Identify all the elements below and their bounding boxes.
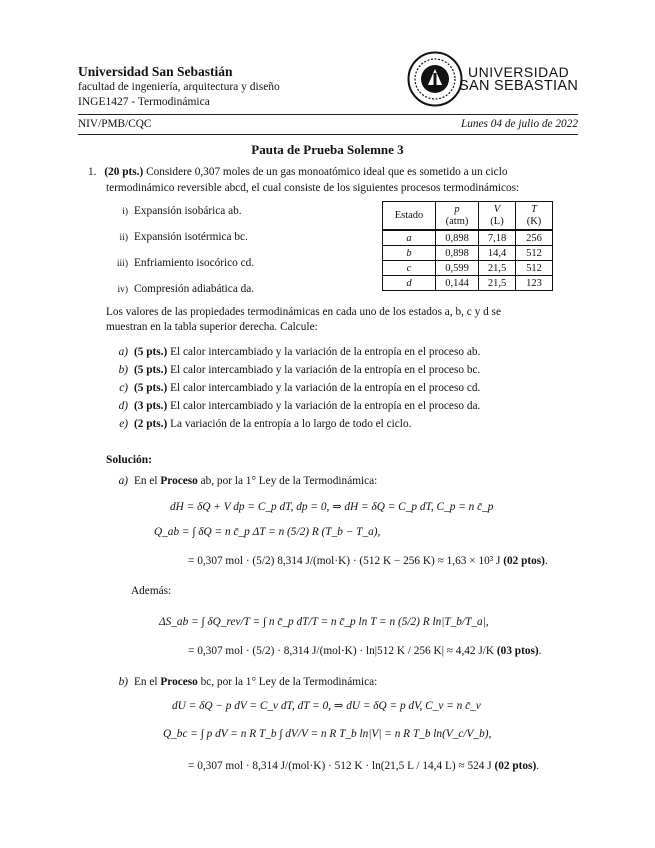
equation-b-2: Q_bc = ∫ p dV = n R T_b ∫ dV/V = n R T_b ln|V| = n R T_b ln(V_c/V_b), xyxy=(163,728,492,740)
problem-statement-1: Considere 0,307 moles de un gas monoatómico ideal que es sometido a un ciclo xyxy=(146,166,508,178)
question-points: (5 pts.) xyxy=(134,346,168,358)
intro-text: En el xyxy=(134,475,158,487)
university-logo xyxy=(407,52,579,106)
solution-b-label: b) xyxy=(118,676,128,688)
problem-points: (20 pts.) xyxy=(104,166,144,178)
table-header: T (K) xyxy=(516,202,553,231)
score-tag: (02 ptos) xyxy=(503,555,545,567)
score-tag: (02 ptos) xyxy=(494,760,537,772)
question-item xyxy=(106,346,480,358)
question-text: La variación de la entropía a lo largo de todo el ciclo. xyxy=(170,418,412,430)
table-header: Estado xyxy=(383,202,436,231)
table-cell: 7,18 xyxy=(479,230,516,246)
process-item xyxy=(106,283,254,295)
equation-text: = 0,307 mol · (5/2) 8,314 J/(mol·K) · (512 K − 256 K) ≈ 1,63 × 10³ J xyxy=(188,555,501,567)
table-cell: 0,144 xyxy=(436,276,479,291)
question-text: El calor intercambiado y la variación de la entropía en el proceso ab. xyxy=(170,346,481,358)
process-label: ii) xyxy=(119,233,128,243)
equation-b-3: = 0,307 mol · 8,314 J/(mol·K) · 512 K · ln(21,5 L / 14,4 L) ≈ 524 J (02 ptos). xyxy=(188,760,540,772)
after-table-2: muestran en la tabla superior derecha. Calcule: xyxy=(106,321,318,333)
process-label: iv) xyxy=(117,285,128,295)
question-item xyxy=(106,382,480,394)
intro-bold: Proceso xyxy=(160,676,198,688)
course-name: INGE1427 - Termodinámica xyxy=(78,96,210,108)
problem-statement-2: termodinámico reversible abcd, el cual consiste de los siguientes procesos termodinámicos: xyxy=(106,182,520,194)
problem-line-1 xyxy=(88,166,508,178)
table-header-row xyxy=(383,202,553,231)
question-item xyxy=(106,400,480,412)
question-text: El calor intercambiado y la variación de la entropía en el proceso cd. xyxy=(170,382,481,394)
intro-text: En el xyxy=(134,676,158,688)
university-name: Universidad San Sebastián xyxy=(78,64,233,79)
question-label: d) xyxy=(118,400,128,412)
date-divider xyxy=(78,134,578,135)
question-label: e) xyxy=(119,418,128,430)
table-header: p (atm) xyxy=(436,202,479,231)
author-codes: NIV/PMB/CQC xyxy=(78,118,152,130)
question-points: (5 pts.) xyxy=(134,382,168,394)
equation-a-3: = 0,307 mol · (5/2) 8,314 J/(mol·K) · (512 K − 256 K) ≈ 1,63 × 10³ J (02 ptos). xyxy=(188,555,548,567)
score-tag: (03 ptos) xyxy=(496,645,539,657)
question-item xyxy=(106,364,480,376)
table-cell: 0,898 xyxy=(436,230,479,246)
state-table xyxy=(382,201,553,291)
process-item xyxy=(106,205,242,217)
intro-bold: Proceso xyxy=(160,475,198,487)
process-item xyxy=(106,257,254,269)
exam-date: Lunes 04 de julio de 2022 xyxy=(460,118,578,130)
equation-b-1: dU = δQ − p dV = C_v dT, dT = 0, ⇒ dU = δQ = p dV, C_v = n c̄_v xyxy=(172,700,481,712)
solution-b-intro xyxy=(106,676,377,688)
solution-heading: Solución: xyxy=(106,454,153,466)
solution-a-label: a) xyxy=(118,475,128,487)
page-title: Pauta de Prueba Solemne 3 xyxy=(251,142,404,157)
process-text: Enfriamiento isocórico cd. xyxy=(134,257,255,269)
equation-text: = 0,307 mol · 8,314 J/(mol·K) · 512 K · ln(21,5 L / 14,4 L) ≈ 524 J xyxy=(188,760,492,772)
logo-line-2: SAN SEBASTIAN xyxy=(459,78,579,94)
table-cell: 512 xyxy=(516,261,553,276)
table-cell: 14,4 xyxy=(479,246,516,261)
logo-line-1: UNIVERSIDAD xyxy=(468,64,570,80)
question-points: (5 pts.) xyxy=(134,364,168,376)
question-label: a) xyxy=(118,346,128,358)
table-row xyxy=(383,276,553,291)
equation-a-1: dH = δQ + V dp = C_p dT, dp = 0, ⇒ dH = δQ = C_p dT, C_p = n c̄_p xyxy=(170,501,494,513)
after-table-1: Los valores de las propiedades termodinámicas en cada uno de los estados a, b, c y d se xyxy=(106,306,501,318)
question-points: (2 pts.) xyxy=(134,418,168,430)
problem-number: 1. xyxy=(88,166,97,178)
table-cell: d xyxy=(383,276,436,291)
header-divider xyxy=(78,114,578,115)
table-cell: b xyxy=(383,246,436,261)
equation-a-2: Q_ab = ∫ δQ = n c̄_p ΔT = n (5/2) R (T_b − T_a), xyxy=(154,526,381,538)
question-item xyxy=(106,418,411,430)
question-points: (3 pts.) xyxy=(134,400,168,412)
table-header: V (L) xyxy=(479,202,516,231)
equation-a-5: = 0,307 mol · (5/2) · 8,314 J/(mol·K) · ln|512 K / 256 K| ≈ 4,42 J/K (03 ptos). xyxy=(188,645,542,657)
table-cell: c xyxy=(383,261,436,276)
question-text: El calor intercambiado y la variación de la entropía en el proceso bc. xyxy=(170,364,481,376)
faculty-name: facultad de ingeniería, arquitectura y diseño xyxy=(78,81,280,93)
process-text: Expansión isotérmica bc. xyxy=(134,231,248,243)
table-cell: 0,898 xyxy=(436,246,479,261)
process-label: i) xyxy=(122,207,128,217)
equation-text: = 0,307 mol · (5/2) · 8,314 J/(mol·K) · ln|512 K / 256 K| ≈ 4,42 J/K xyxy=(188,645,495,657)
table-cell: 0,599 xyxy=(436,261,479,276)
intro-text: ab, por la 1° Ley de la Termodinámica: xyxy=(200,475,378,487)
process-item xyxy=(106,231,248,243)
process-label: iii) xyxy=(116,259,128,269)
process-text: Compresión adiabática da. xyxy=(134,283,255,295)
table-cell: a xyxy=(383,230,436,246)
question-text: El calor intercambiado y la variación de la entropía en el proceso da. xyxy=(170,400,481,412)
intro-text: bc, por la 1° Ley de la Termodinámica: xyxy=(200,676,378,688)
table-cell: 21,5 xyxy=(479,276,516,291)
table-cell: 123 xyxy=(516,276,553,291)
table-row xyxy=(383,230,553,246)
question-label: b) xyxy=(118,364,128,376)
seal-icon xyxy=(407,51,463,107)
process-text: Expansión isobárica ab. xyxy=(134,205,242,217)
equation-a-4: ΔS_ab = ∫ δQ_rev/T = ∫ n c̄_p dT/T = n c̄_p ln T = n (5/2) R ln|T_b/T_a|, xyxy=(159,616,489,628)
table-cell: 512 xyxy=(516,246,553,261)
table-row xyxy=(383,261,553,276)
table-row xyxy=(383,246,553,261)
table-cell: 21,5 xyxy=(479,261,516,276)
ademas-label: Además: xyxy=(131,585,172,597)
question-label: c) xyxy=(119,382,128,394)
solution-a-intro xyxy=(106,475,377,487)
table-cell: 256 xyxy=(516,230,553,246)
